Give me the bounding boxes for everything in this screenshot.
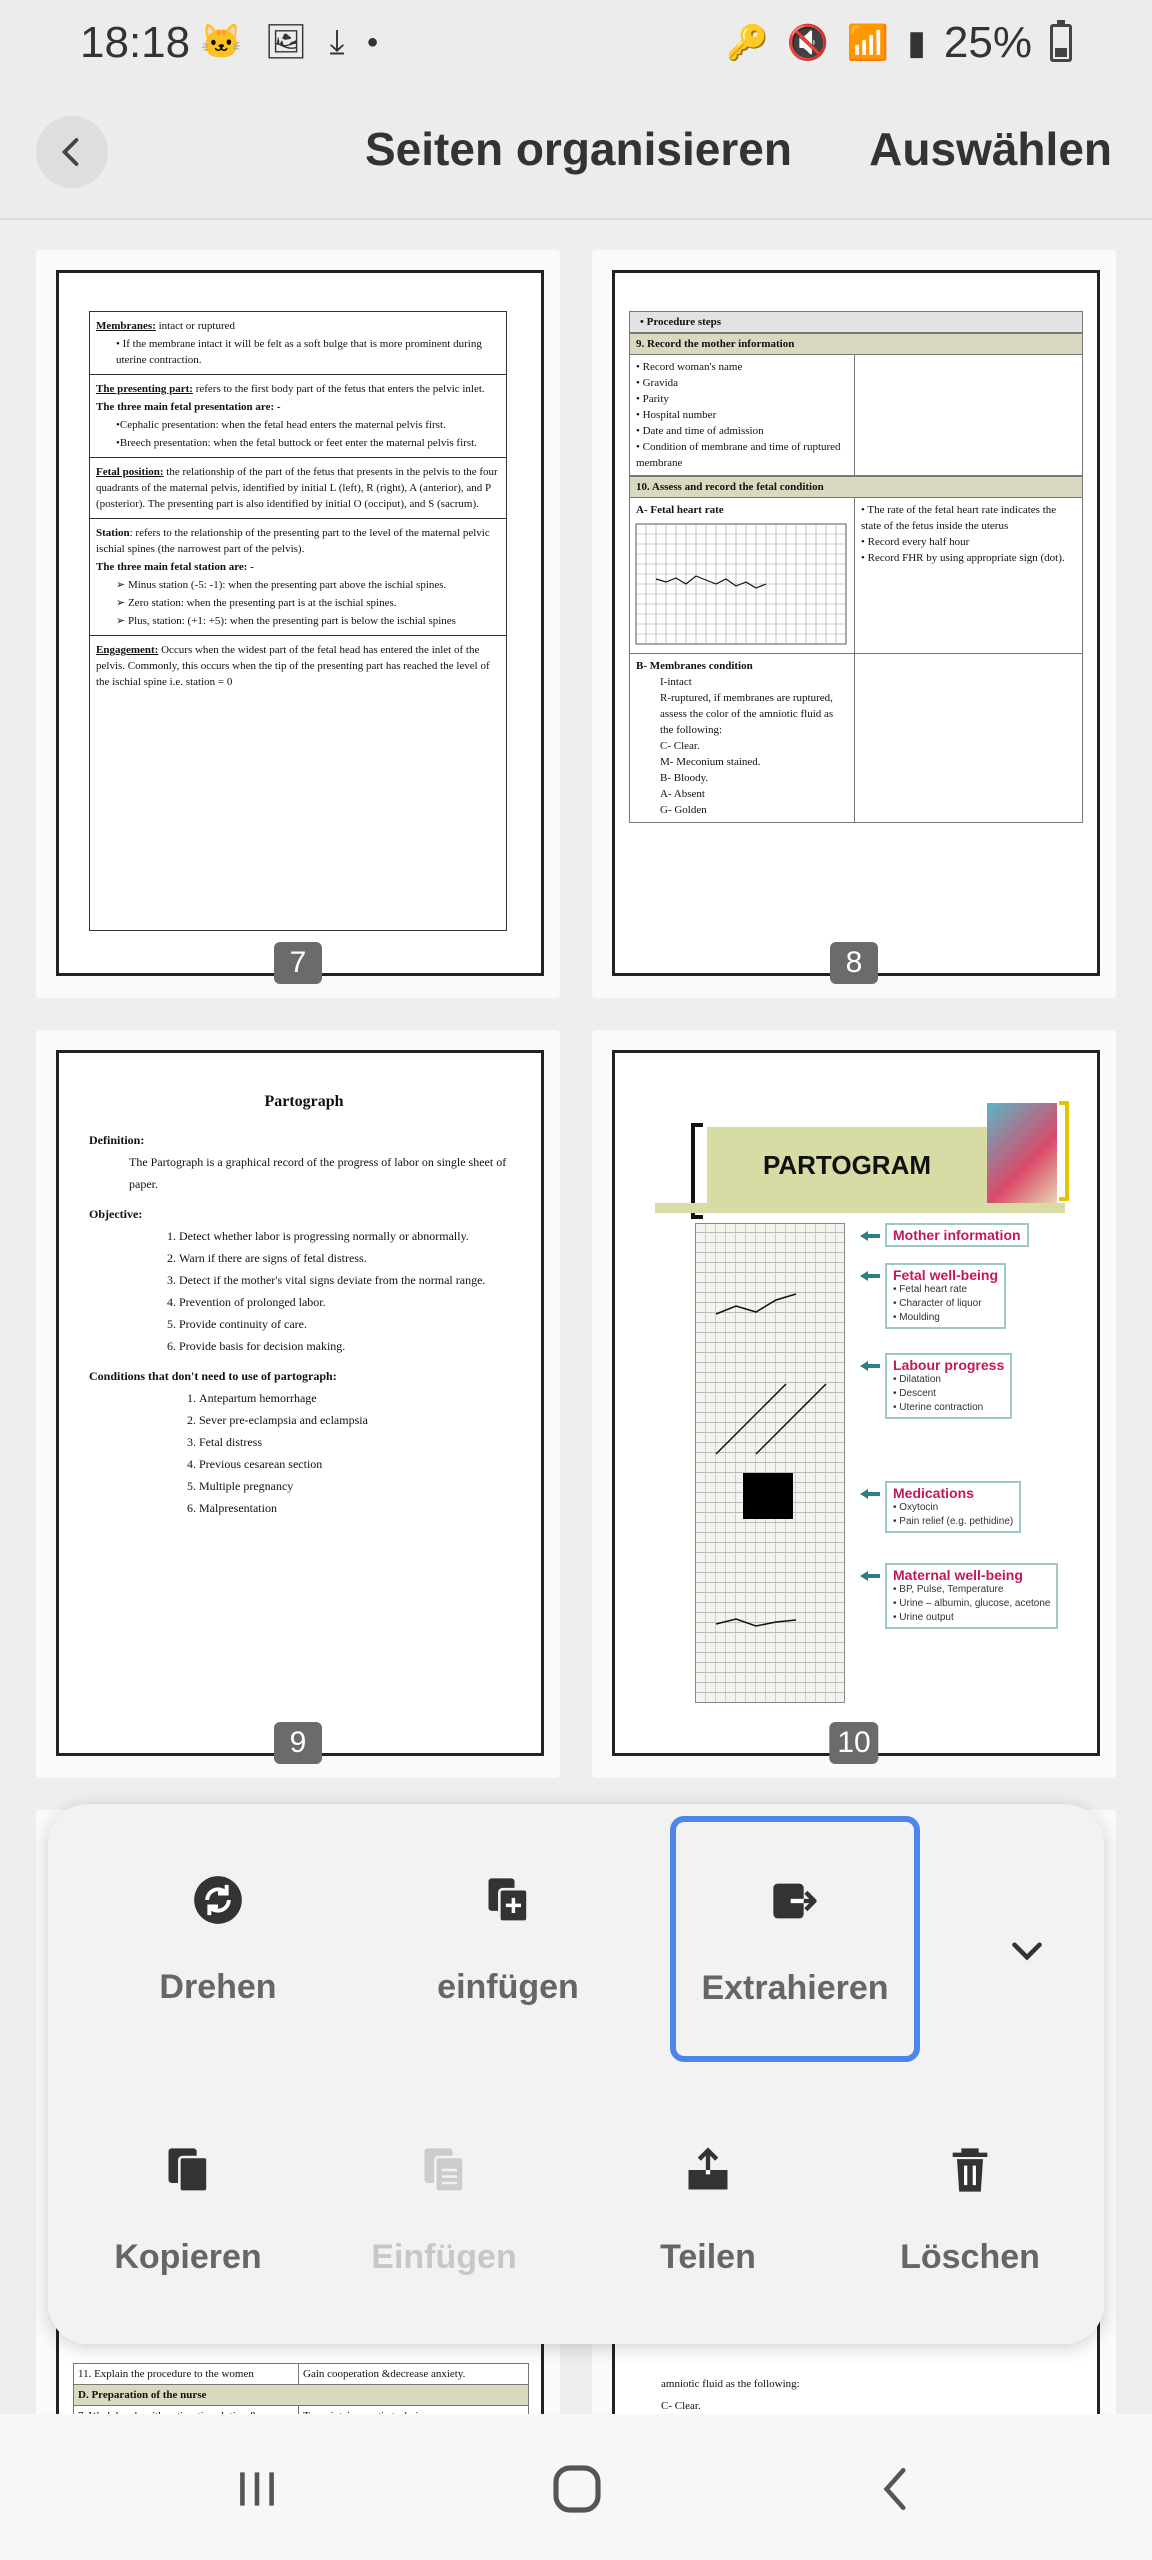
text-span: ➢ Minus station (-5: -1): when the presenting part above the ischial spines. — [116, 579, 447, 591]
page-preview — [56, 270, 544, 976]
bold-term: Fetal position: — [96, 466, 164, 478]
list-item: 4. Prevention of prolonged labor. — [179, 1291, 519, 1313]
page-thumbnail-8[interactable] — [592, 250, 1116, 998]
share-icon — [682, 2144, 734, 2196]
chevron-down-icon[interactable] — [1002, 1926, 1052, 1976]
fhr-notes — [855, 498, 1082, 653]
text-line — [96, 417, 500, 433]
list-item: • Record every half hour — [861, 536, 970, 548]
back-button[interactable] — [36, 116, 108, 188]
list-item: • The rate of the fetal heart rate indicates the state of the fetus inside the uterus — [861, 504, 1057, 532]
label-item: • Oxytocin — [893, 1502, 939, 1513]
label-title: Maternal well-being — [893, 1567, 1023, 1583]
label-title: Mother information — [893, 1227, 1021, 1243]
page-10-content — [615, 1053, 1097, 1753]
text-span: Occurs when the widest part of the fetal head has entered the inlet of the pelvis. Commonly, this occurs when the tip of the presenting part has reached the level of the ischial spine i.e. station = 0 — [96, 644, 490, 688]
recent-apps-icon — [232, 2464, 282, 2514]
text-line — [96, 435, 500, 451]
doc-section — [90, 312, 506, 375]
label-item: • Dilatation — [893, 1374, 941, 1385]
list-item: • Parity — [636, 393, 669, 405]
label-item: • Fetal heart rate — [893, 1284, 968, 1295]
label-item: • BP, Pulse, Temperature — [893, 1584, 1004, 1595]
text-line — [96, 381, 500, 397]
rotate-icon — [192, 1874, 244, 1926]
doc-section — [90, 375, 506, 458]
battery-icon — [1050, 24, 1072, 62]
list-item: 3. Detect if the mother's vital signs deviate from the normal range. — [179, 1269, 519, 1291]
text-line — [96, 577, 500, 593]
page-preview — [612, 270, 1100, 976]
page-title: Seiten organisieren — [365, 123, 792, 175]
step-10-heading: 10. Assess and record the fetal condition — [629, 476, 1083, 498]
partogram-label — [885, 1481, 1021, 1533]
list-item: 2. Warn if there are signs of fetal distress. — [179, 1247, 519, 1269]
fhr-label: A- Fetal heart rate — [636, 504, 724, 516]
bold-term: The three main fetal presentation are: - — [96, 401, 281, 413]
home-icon — [549, 2461, 605, 2517]
arrow-icon — [860, 1231, 880, 1241]
dot-icon: ● — [366, 31, 379, 53]
copy-icon — [162, 2144, 214, 2196]
text-line: amniotic fluid as the following: — [661, 2378, 800, 2390]
partogram-label — [885, 1263, 1006, 1329]
list-item: 6. Malpresentation — [199, 1497, 519, 1519]
procedure-heading: • Procedure steps — [629, 311, 1083, 333]
label-title: Medications — [893, 1485, 974, 1501]
doc-section — [90, 636, 506, 696]
share-button[interactable]: Teilen — [618, 2140, 798, 2277]
list-item: 5. Multiple pregnancy — [199, 1475, 519, 1497]
label-item: • Urine – albumin, glucose, acetone — [893, 1598, 1051, 1609]
list-item: B- Bloody. — [660, 772, 709, 784]
text-span: refers to the first body part of the fetus that enters the pelvic inlet. — [192, 383, 485, 395]
text-span: : refers to the relationship of the presenting part to the level of the maternal pelvic ischial spines (the narrowest part of the pelvis). — [96, 527, 490, 555]
battery-level: 25% — [943, 18, 1032, 67]
arrow-icon — [860, 1361, 880, 1371]
arrow-icon — [860, 1571, 880, 1581]
extract-button[interactable]: Extrahieren — [670, 1816, 920, 2062]
signal-icon: ▮ — [907, 24, 926, 62]
text-line — [96, 642, 500, 690]
text-span: intact or ruptured — [155, 320, 235, 332]
text-span: ➢ Zero station: when the presenting part is at the ischial spines. — [116, 597, 397, 609]
copy-button[interactable]: Kopieren — [98, 2140, 278, 2277]
cat-icon: 🐱 — [200, 23, 243, 61]
label-item: • Moulding — [893, 1312, 940, 1323]
key-icon: 🔑 — [726, 24, 769, 62]
wifi-icon: 📶 — [846, 24, 890, 62]
doc-section — [90, 458, 506, 519]
list-item: • Hospital number — [636, 409, 717, 421]
text-span: • If the membrane intact it will be felt as a soft bulge that is more prominent during uterine contraction. — [116, 338, 482, 366]
add-page-icon — [482, 1874, 534, 1926]
rotate-button[interactable]: Drehen — [128, 1870, 308, 2007]
list-item: G- Golden — [660, 804, 707, 816]
page-7-content — [89, 311, 507, 931]
page-number-badge: 8 — [830, 942, 878, 984]
delete-button[interactable]: Löschen — [870, 2140, 1070, 2277]
download-icon: ⤓ — [329, 23, 345, 61]
list-item: M- Meconium stained. — [660, 756, 761, 768]
recent-apps-button[interactable] — [222, 2454, 292, 2524]
doc-section — [90, 519, 506, 636]
bold-term: Engagement: — [96, 644, 159, 656]
text-line — [96, 399, 500, 415]
page-actions-sheet — [48, 1804, 1104, 2344]
page-number-badge: 10 — [829, 1722, 878, 1764]
home-button[interactable] — [542, 2454, 612, 2524]
list-item: I-intact — [660, 676, 692, 688]
text-line: C- Clear. — [661, 2400, 701, 2412]
insert-button[interactable]: einfügen — [408, 1870, 608, 2007]
partogram-label — [885, 1563, 1058, 1629]
doc-title: Partograph — [264, 1093, 344, 1110]
mute-icon: 🔇 — [786, 24, 829, 62]
text-line — [96, 525, 500, 557]
chevron-left-icon — [54, 134, 90, 170]
text-span: ➢ Plus, station: (+1: +5): when the presenting part is below the ischial spines — [116, 615, 456, 627]
partogram-label — [885, 1223, 1029, 1247]
partogram-chart — [695, 1223, 845, 1703]
trash-icon — [944, 2144, 996, 2196]
conditions-list — [89, 1387, 519, 1519]
text-line — [96, 464, 500, 512]
page-preview: 11. Explain the procedure to the women Gain cooperation &decrease anxiety. D. Preparation of the nurse — [56, 1830, 544, 2536]
list-item: 5. Provide continuity of care. — [179, 1313, 519, 1335]
label-title: Labour progress — [893, 1357, 1005, 1373]
text-span: •Breech presentation: when the fetal buttock or feet enter the maternal pelvis first. — [116, 437, 477, 449]
list-item: A- Absent — [660, 788, 705, 800]
text-line — [96, 595, 500, 611]
system-nav-bar — [0, 2414, 1152, 2560]
page-number-badge: 7 — [274, 942, 322, 984]
text-line — [96, 613, 500, 629]
photo-image — [987, 1103, 1057, 1203]
page-preview — [56, 1050, 544, 1756]
select-button[interactable]: Auswählen — [869, 123, 1112, 175]
list-item: • Condition of membrane and time of ruptured membrane — [636, 441, 841, 469]
arrow-icon — [860, 1271, 880, 1281]
text-span: the relationship of the part of the fetus that presents in the pelvis to the four quadrants of the maternal pelvis, identified by initial L (left), R (right), A (anterior), and P (posterior). The presenting part is also identified by initial O (occiput), and S (sacrum). — [96, 466, 498, 510]
page-thumbnail-7[interactable] — [36, 250, 560, 998]
label-title: Fetal well-being — [893, 1267, 999, 1283]
list-item: 3. Fetal distress — [199, 1431, 519, 1453]
list-item: C- Clear. — [660, 740, 700, 752]
objectives-list — [89, 1225, 519, 1357]
paste-icon — [418, 2144, 470, 2196]
page-thumbnail-9[interactable] — [36, 1030, 560, 1778]
list-item: 2. Sever pre-eclampsia and eclampsia — [199, 1409, 519, 1431]
paste-button[interactable]: Einfügen — [354, 2140, 534, 2277]
back-icon — [872, 2464, 922, 2514]
status-time: 18:18 — [80, 18, 191, 67]
text-line — [96, 318, 500, 334]
list-item: 6. Provide basis for decision making. — [179, 1335, 519, 1357]
membranes-list: B- Membranes condition I-intact R-ruptured, if membranes are ruptured, assess the color of the amniotic fluid as the following: C- Clear. M- Meconium stained. B- Bloody. A- Absent G- Golden — [630, 654, 855, 822]
bold-term: The presenting part: — [96, 383, 193, 395]
bold-term: Membranes: — [96, 320, 156, 332]
image-icon: 🖼 — [264, 23, 308, 61]
label-item: • Descent — [893, 1388, 936, 1399]
page-8-content — [629, 311, 1083, 941]
bold-term: Station — [96, 527, 130, 539]
fhr-grid — [636, 524, 846, 644]
step-9-list — [630, 355, 855, 475]
nav-back-button[interactable] — [862, 2454, 932, 2524]
label-item: • Uterine contraction — [893, 1402, 984, 1413]
partogram-label — [885, 1353, 1012, 1419]
text-span: •Cephalic presentation: when the fetal head enters the maternal pelvis first. — [116, 419, 446, 431]
list-item: 4. Previous cesarean section — [199, 1453, 519, 1475]
bold-term: The three main fetal station are: - — [96, 561, 254, 573]
label-item: • Urine output — [893, 1612, 954, 1623]
page-9-content: Partograph Definition: The Partograph is a graphical record of the progress of labor on single sheet of paper. Objective: 1. Detect whether labor is progressing normally or abnormally. 2. Warn if there are signs of fetal distress. 3. Detect if the mother's vital signs deviate from the normal range. 4. Prevention of prolonged labor. 5. Provide continuity of care. 6. Provide basis for decision making. Conditions that don't need to use of partograph: 1. Antepartum hemorrhage 2. Sever pre-eclampsia and eclampsia 3. Fetal distress 4. Previous cesarean section 5. Multiple pregnancy 6. Malpresentation — [89, 1091, 519, 1519]
app-header — [0, 80, 1152, 220]
step-9-heading: 9. Record the mother information — [629, 333, 1083, 355]
text-line — [96, 336, 500, 368]
list-item: 1. Detect whether labor is progressing normally or abnormally. — [179, 1225, 519, 1247]
label-item: • Character of liquor — [893, 1298, 982, 1309]
page-number-badge: 9 — [274, 1722, 322, 1764]
list-item: R-ruptured, if membranes are ruptured, assess the color of the amniotic fluid as the following: — [660, 692, 834, 736]
status-bar — [0, 0, 1152, 80]
label-item: • Pain relief (e.g. pethidine) — [893, 1516, 1014, 1527]
list-item: 1. Antepartum hemorrhage — [199, 1387, 519, 1409]
extract-icon — [769, 1875, 821, 1927]
list-item: • Date and time of admission — [636, 425, 764, 437]
partogram-banner: PARTOGRAM — [707, 1127, 987, 1203]
text-line — [96, 559, 500, 575]
arrow-icon — [860, 1489, 880, 1499]
list-item: • Record woman's name — [636, 361, 743, 373]
page-thumbnail-10[interactable] — [592, 1030, 1116, 1778]
list-item: • Record FHR by using appropriate sign (dot). — [861, 552, 1065, 564]
list-item: • Gravida — [636, 377, 679, 389]
page-preview — [612, 1050, 1100, 1756]
